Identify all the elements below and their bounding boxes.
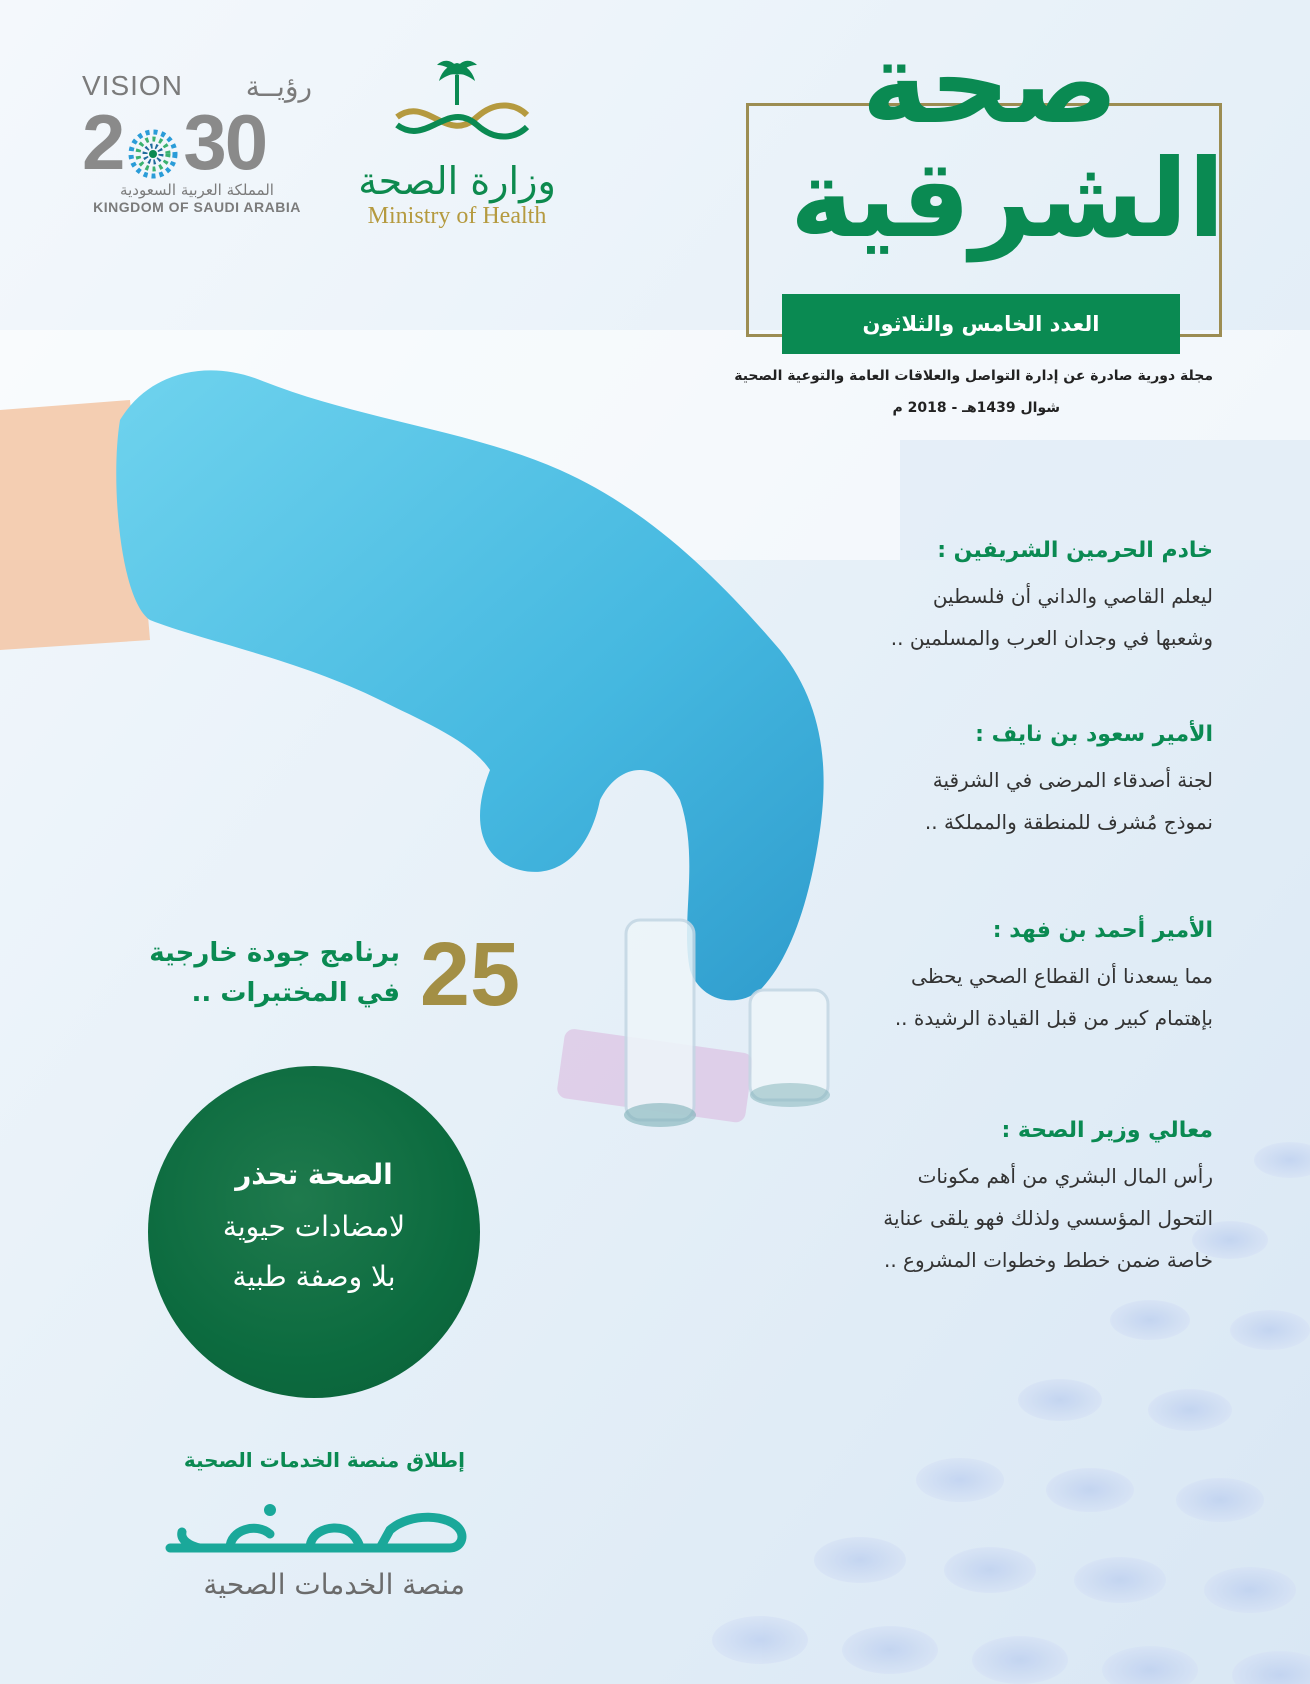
quote-heading: الأمير أحمد بن فهد :: [992, 918, 1213, 943]
vision-label-ar: رؤيــة: [245, 71, 312, 102]
ministry-emblem-icon: [377, 55, 537, 155]
vision-year-right: 30: [183, 98, 267, 186]
warning-line3: بلا وصفة طبية: [232, 1260, 396, 1293]
vision-kingdom-en: KINGDOM OF SAUDI ARABIA: [93, 199, 301, 215]
vision-kingdom-ar: المملكة العربية السعودية: [120, 181, 274, 199]
platform-launch-heading: إطلاق منصة الخدمات الصحية: [183, 1448, 465, 1472]
quote-heading: معالي وزير الصحة :: [1001, 1118, 1213, 1143]
issue-label: العدد الخامس والثلاثون: [862, 312, 1100, 336]
quote-line: نموذج مُشرف للمنطقة والمملكة ..: [924, 810, 1213, 834]
quote-line: مما يسعدنا أن القطاع الصحي يحظى: [911, 964, 1213, 988]
warning-circle: [148, 1066, 480, 1398]
stat-line2: في المختبرات ..: [191, 978, 400, 1008]
quote-line: وشعبها في وجدان العرب والمسلمين ..: [890, 626, 1213, 650]
stat-number: 25: [419, 925, 520, 1025]
ministry-name-en: Ministry of Health: [367, 203, 547, 229]
vision-year-left: 2: [82, 98, 124, 186]
publication-date: شوال 1439هـ - 2018 م: [892, 400, 1060, 416]
quote-line: رأس المال البشري من أهم مكونات: [917, 1164, 1213, 1188]
magazine-title-line1: صحة: [861, 19, 1119, 149]
stat-block: [120, 925, 520, 1025]
quote-heading: خادم الحرمين الشريفين :: [937, 538, 1213, 563]
warning-title: الصحة تحذر: [235, 1158, 393, 1191]
quote-block: [783, 538, 1213, 659]
quote-block: [783, 722, 1213, 843]
quote-line: التحول المؤسسي ولذلك فهو يلقى عناية: [883, 1206, 1213, 1230]
vision-emblem-icon: [123, 118, 183, 178]
quote-block: [783, 918, 1213, 1039]
stat-line1: برنامج جودة خارجية: [149, 938, 400, 968]
quote-line: لجنة أصدقاء المرضى في الشرقية: [932, 768, 1213, 792]
quote-line: خاصة ضمن خطط وخطوات المشروع ..: [883, 1248, 1213, 1272]
quote-line: بإهتمام كبير من قبل القيادة الرشيدة ..: [894, 1006, 1213, 1030]
vision-year: [82, 98, 312, 186]
quote-block: [783, 1118, 1213, 1281]
vision-label-en: VISION: [82, 70, 183, 101]
ministry-name-ar: وزارة الصحة: [358, 159, 556, 203]
magazine-title-line2: الشرقية: [790, 137, 1225, 262]
ministry-logo: [352, 55, 562, 230]
quote-heading: الأمير سعود بن نايف :: [975, 722, 1213, 747]
issue-banner: [782, 294, 1180, 354]
sehha-platform-logo: [160, 1490, 470, 1560]
sehha-logo-icon: [160, 1490, 470, 1560]
vision-2030-logo: [82, 70, 312, 215]
platform-name: منصة الخدمات الصحية: [203, 1568, 465, 1601]
publication-description: مجلة دورية صادرة عن إدارة التواصل والعلاقات العامة والتوعية الصحية: [734, 368, 1213, 384]
quote-line: ليعلم القاصي والداني أن فلسطين: [932, 584, 1213, 608]
warning-line2: لامضادات حيوية: [222, 1210, 406, 1243]
